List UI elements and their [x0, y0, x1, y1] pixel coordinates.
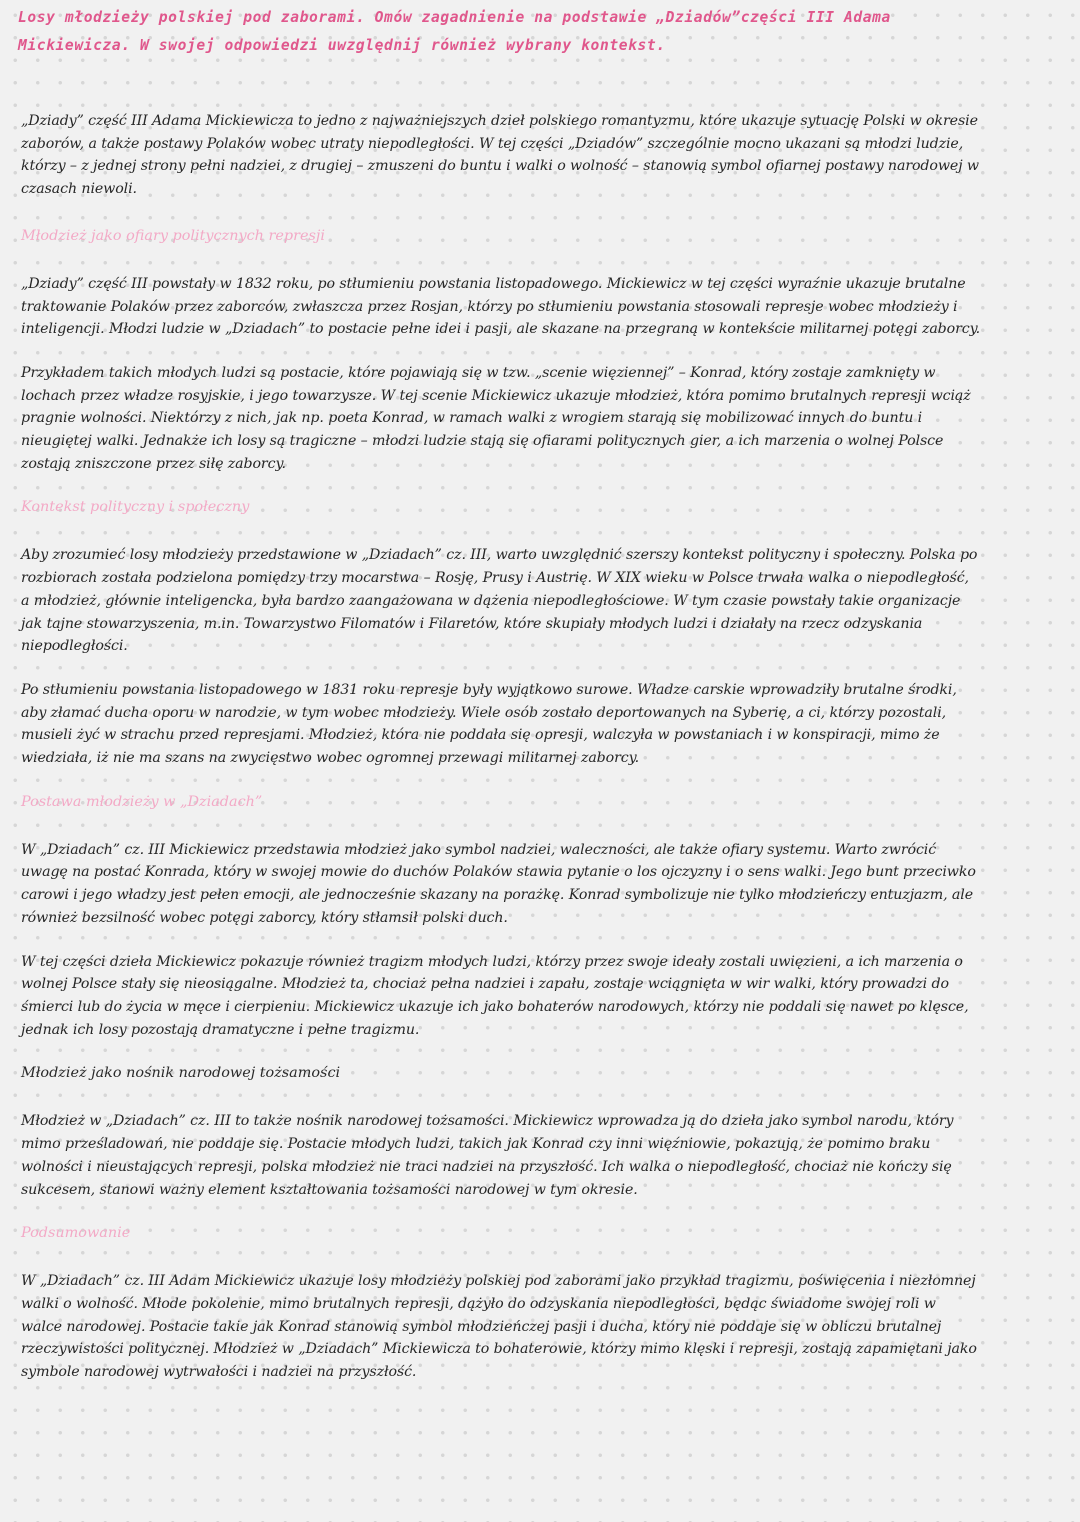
intro-paragraph: „Dziady” część III Adama Mickiewicza to jedno z najważniejszych dzieł polskiego romantyzmu, które ukazuje sytuację Polski w okresie zaborów, a także postawy Polaków wobec utraty niepodległości. W tej części „Dziadów” szczególnie mocno ukazani są młodzi ludzie, którzy – z jednej strony pełni nadziei, z drugiej – zmuszeni do buntu i walki o wolność – stanowią symbol ofiarnej postawy narodowej w czasach niewoli. [21, 113, 979, 198]
section-heading-context: Kontekst polityczny i społeczny [21, 499, 250, 516]
paragraph: Aby zrozumieć losy młodzieży przedstawione w „Dziadach” cz. III, warto uwzględnić szerszy kontekst polityczny i społeczny. Polska po rozbiorach została podzielona pomiędzy trzy mocarstwa – Rosję, Prusy i Austrię. W XIX wieku w Polsce trwała walka o niepodległość, a młodzież, głównie inteligencka, była bardzo zaangażowana w dążenia niepodległościowe. W tym czasie powstały takie organizacje jak tajne stowarzyszenia, m.in. Towarzystwo Filomatów i Filaretów, które skupiały młodych ludzi i działały na rzecz odzyskania niepodległości. [21, 547, 978, 655]
section-heading-youth-attitude: Postawa młodzieży w „Dziadach” [21, 793, 263, 810]
paragraph: „Dziady” część III powstały w 1832 roku, po stłumieniu powstania listopadowego. Mickiewicz w tej części wyraźnie ukazuje brutalne traktowanie Polaków przez zaborców, zwłaszcza przez Rosjan, którzy po stłumieniu powstania stosowali represje wobec młodzieży i inteligencji. Młodzi ludzie w „Dziadach” to postacie pełne idei i pasji, ale skazane na przegraną w kontekście militarnej potęgi zaborcy. [21, 275, 981, 338]
paragraph: W „Dziadach” cz. III Mickiewicz przedstawia młodzież jako symbol nadziei, waleczności, ale także ofiary systemu. Warto zwrócić uwagę na postać Konrada, który w swojej mowie do duchów Polaków stawia pytanie o los ojczyzny i o sens walki. Jego bunt przeciwko carowi i jego władzy jest pełen emocji, ale jednocześnie skazany na porażkę. Konrad symbolizuje nie tylko młodzieńczy entuzjazm, ale również bezsilność wobec potęgi zaborcy, który stłamsił polski duch. [21, 841, 976, 926]
essay-page [18, 0, 981, 1384]
paragraph: W tej części dzieła Mickiewicz pokazuje również tragizm młodych ludzi, którzy przez swoje ideały zostali uwięzieni, a ich marzenia o wolnej Polsce stały się nieosiągalne. Młodzież ta, chociaż pełna nadziei i zapału, zostaje wciągnięta w wir walki, który prowadzi do śmierci lub do życia w męce i cierpieniu. Mickiewicz ukazuje ich jako bohaterów narodowych, którzy nie poddali się nawet po klęsce, jednak ich losy pozostają dramatyczne i pełne tragizmu. [21, 953, 969, 1038]
paragraph: Młodzież w „Dziadach” cz. III to także nośnik narodowej tożsamości. Mickiewicz wprowadza ją do dzieła jako symbol narodu, który mimo prześladowań, nie poddaje się. Postacie młodych ludzi, takich jak Konrad czy inni więźniowie, pokazują, że pomimo braku wolności i nieustających represji, polska młodzież nie traci nadziei na przyszłość. Ich walka o niepodległość, chociaż nie kończy się sukcesem, stanowi ważny element kształtowania tożsamości narodowej w tym okresie. [21, 1113, 954, 1198]
paragraph: Po stłumieniu powstania listopadowego w 1831 roku represje były wyjątkowo surowe. Władze carskie wprowadziły brutalne środki, aby złamać ducha oporu w narodzie, w tym wobec młodzieży. Wiele osób zostało deportowanych na Syberię, a ci, którzy pozostali, musieli żyć w strachu przed represjami. Młodzież, która nie poddała się opresji, walczyła w powstaniach i w konspiracji, mimo że wiedziała, iż nie ma szans na zwycięstwo wobec ogromnej przewagi militarnej zaborcy. [21, 681, 957, 767]
section-heading-national-identity: Młodzież jako nośnik narodowej tożsamości [21, 1065, 341, 1082]
paragraph: Przykładem takich młodych ludzi są postacie, które pojawiają się w tzw. „scenie więziennej” – Konrad, który zostaje zamknięty w lochach przez władze rosyjskie, i jego towarzysze. W tej scenie Mickiewicz ukazuje młodzież, która pomimo brutalnych represji wciąż pragnie wolności. Niektórzy z nich, jak np. poeta Konrad, w ramach walki z wrogiem starają się mobilizować innych do buntu i nieugiętej walki. Jednakże ich losy są tragiczne – młodzi ludzie stają się ofiarami politycznych gier, a ich marzenia o wolnej Polsce zostają zniszczone przez siłę zaborcy. [21, 364, 971, 472]
essay-title: Losy młodzieży polskiej pod zaborami. Omów zagadnienie na podstawie „Dziadów”części III Adama Mickiewicza. W swojej odpowiedzi uwzględnij również wybrany kontekst. [18, 9, 891, 54]
section-heading-repressions: Młodzież jako ofiary politycznych represji [21, 227, 325, 244]
paragraph: W „Dziadach” cz. III Adam Mickiewicz ukazuje losy młodzieży polskiej pod zaborami jako przykład tragizmu, poświęcenia i niezłomnej walki o wolność. Młode pokolenie, mimo brutalnych represji, dążyło do odzyskania niepodległości, będąc świadome swojej roli w walce narodowej. Postacie takie jak Konrad stanowią symbol młodzieńczej pasji i ducha, który nie poddaje się w obliczu brutalnej rzeczywistości politycznej. Młodzież w „Dziadach” Mickiewicza to bohaterowie, którzy mimo klęski i represji, zostają zapamiętani jako symbole narodowej wytrwałości i nadziei na przyszłość. [21, 1273, 977, 1381]
section-heading-summary: Podsumowanie [21, 1225, 131, 1242]
